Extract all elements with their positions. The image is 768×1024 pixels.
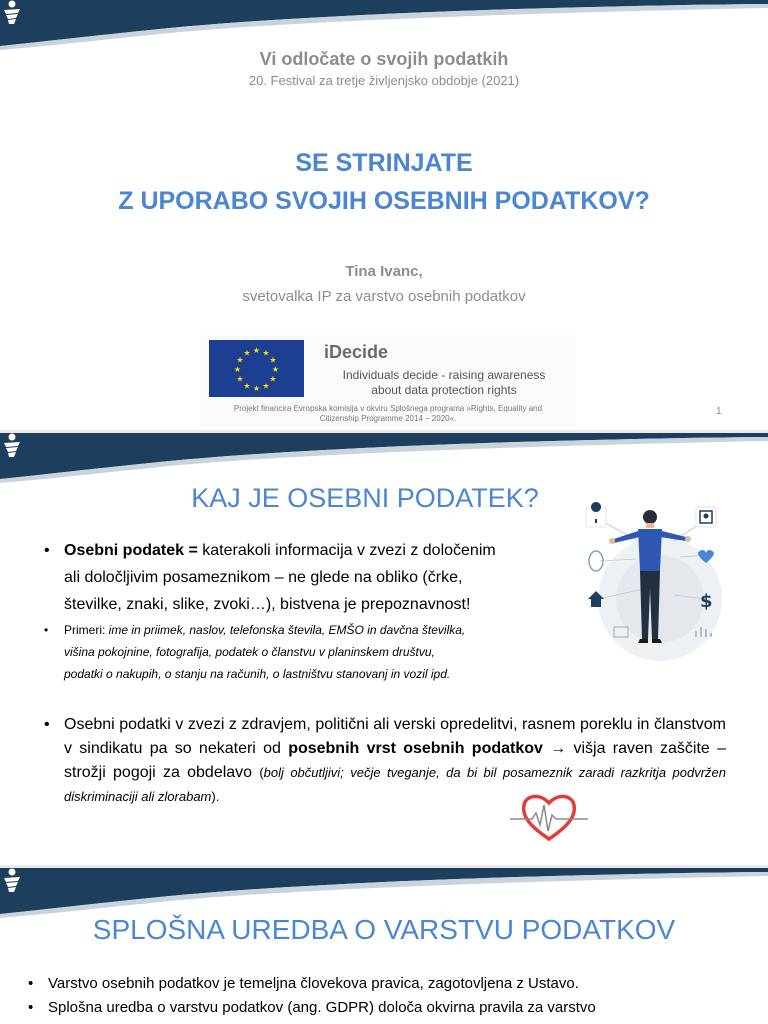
funding-note-line-1: Projekt financira Evropska komisija v okviru Splošnega programa »Rights, Equality and [233, 404, 543, 413]
paren-open: ( [259, 765, 264, 780]
examples-label: Primeri: [64, 623, 106, 637]
special-categories-note: bolj občutljivi; večje tveganje, da bi bil posameznik zaradi razkritja podvržen diskriminaciji ali zlorabam [64, 765, 726, 804]
slide-title: KAJ JE OSEBNI PODATEK? [191, 483, 539, 513]
heart-ecg-icon [508, 791, 590, 843]
slide-banner [0, 433, 768, 485]
author-name: Tina Ivanc, [345, 263, 423, 280]
definition-line-3: številke, znaki, slike, zvoki…), bistvena je prepoznavnost! [64, 596, 471, 613]
definition-text: katerakoli informacija v zvezi z določenim [197, 542, 496, 559]
project-description-line-1: Individuals decide - raising awareness [342, 368, 546, 382]
banner-wave [0, 868, 768, 920]
project-description [314, 368, 574, 398]
logo-icon [0, 0, 24, 26]
gdpr-bullets [24, 972, 714, 1020]
svg-text:★: ★ [262, 348, 270, 358]
eu-flag-icon [209, 340, 304, 397]
svg-text:$: $ [700, 591, 713, 612]
special-categories-term: posebnih vrst osebnih podatkov → [288, 740, 567, 757]
logo-icon [0, 868, 24, 894]
event-subtitle: 20. Festival za tretje življenjsko obdobje (2021) [248, 73, 520, 88]
slide-headline [0, 144, 768, 220]
bullet-line [40, 537, 560, 564]
person-data-illustration [574, 499, 730, 669]
bullet-special-categories [40, 713, 726, 809]
page-number: 1 [716, 406, 722, 417]
bullet-line [40, 619, 560, 641]
svg-text:★: ★ [243, 348, 251, 358]
definition-term: Osebni podatek = [64, 542, 198, 559]
bullet-constitution: • Varstvo osebnih podatkov je temeljna človekova pravica, zagotovljena z Ustavo. [24, 972, 714, 996]
bullet-examples [40, 619, 560, 685]
svg-text:★: ★ [271, 365, 280, 374]
banner-wave [0, 0, 768, 52]
svg-text:★: ★ [252, 384, 261, 393]
slide-2 [0, 433, 768, 865]
slide-banner [0, 0, 768, 52]
project-name: iDecide [324, 342, 389, 362]
examples-line-1: ime in priimek, naslov, telefonska števila, EMŠO in davčna številka, [105, 623, 466, 637]
event-title: Vi odločate o svojih podatkih [259, 49, 509, 69]
svg-text:★: ★ [236, 355, 244, 365]
author-role: svetovalka IP za varstvo osebnih podatkov [242, 288, 526, 305]
funding-note-line-2: Citizenship Programme 2014 – 2020«. [319, 414, 457, 423]
bullet-line [40, 713, 726, 809]
examples-line-2: višina pokojnine, fotografija, podatek o članstvu v planinskem društvu, [64, 645, 435, 659]
slide-banner [0, 868, 768, 920]
slide-3 [0, 868, 768, 1024]
special-categories-text: Osebni podatki v zvezi z zdravjem, politični ali verski opredelitvi, rasnem poreklu in članstvom v sindikatu pa so nekateri od [64, 716, 726, 757]
paren-close: ). [211, 789, 220, 804]
svg-text:★: ★ [262, 381, 270, 391]
svg-text:★: ★ [243, 381, 251, 391]
svg-text:★: ★ [236, 374, 244, 384]
project-banner [200, 335, 576, 427]
slide-1 [0, 0, 768, 430]
svg-text:★: ★ [269, 355, 277, 365]
banner-wave [0, 433, 768, 485]
headline-line-1: SE STRINJATE [295, 149, 473, 177]
svg-text:★: ★ [233, 365, 242, 374]
examples-line-3: podatki o nakupih, o stanju na računih, o lastništvu stanovanj in vozil ipd. [64, 667, 451, 681]
definition-line-2: ali določljivim posameznikom – ne glede na obliko (črke, [64, 569, 463, 586]
project-description-line-2: about data protection rights [371, 383, 517, 397]
slide-title: SPLOŠNA UREDBA O VARSTVU PODATKOV [92, 914, 676, 945]
bullet-personal-data-definition [40, 537, 560, 618]
headline-line-2: Z UPORABO SVOJIH OSEBNIH PODATKOV? [118, 187, 650, 215]
bullet-gdpr: • Splošna uredba o varstvu podatkov (ang. GDPR) določa okvirna pravila za varstvo [24, 996, 714, 1020]
funding-note [204, 404, 572, 424]
logo-icon [0, 433, 24, 459]
svg-text:★: ★ [252, 346, 261, 355]
special-categories-after: višja raven zaščite – strožji pogoji za obdelavo [64, 740, 726, 781]
svg-text:★: ★ [269, 374, 277, 384]
